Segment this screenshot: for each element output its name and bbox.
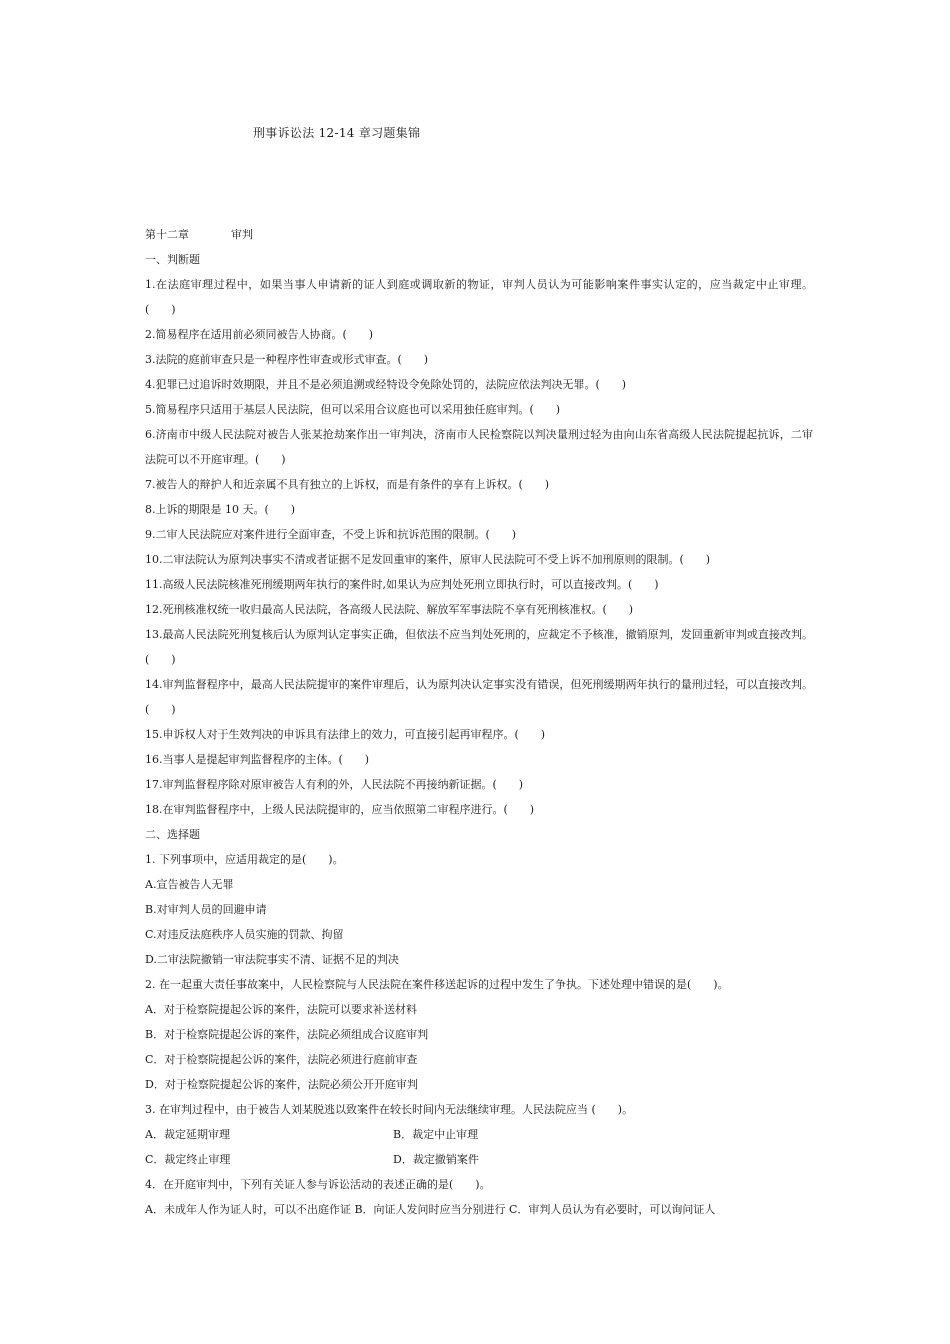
document-title: 刑事诉讼法 12-14 章习题集锦	[253, 126, 421, 140]
question-option: C．裁定终止审理	[145, 1153, 231, 1166]
judgment-item: 6.济南市中级人民法院对被告人张某抢劫案作出一审判决，济南市人民检察院以判决量刑过轻为由向山东省高级人民法院提起抗诉，二审法院可以不开庭审理。( )	[145, 428, 813, 466]
question-option: C．对于检察院提起公诉的案件，法院必须进行庭前审查	[145, 1053, 418, 1066]
judgment-item: 14.审判监督程序中，最高人民法院提审的案件审理后，认为原判决认定事实没有错误，但死刑缓期两年执行的量刑过轻，可以直接改判。( )	[145, 678, 813, 716]
judgment-item: 10.二审法院认为原判决事实不清或者证据不足发回重审的案件，原审人民法院可不受上诉不加刑原则的限制。( )	[145, 553, 711, 566]
judgment-item: 8.上诉的期限是 10 天。( )	[145, 503, 296, 516]
question-option: A.宣告被告人无罪	[145, 878, 234, 891]
question-option: D．对于检察院提起公诉的案件，法院必须公开开庭审判	[145, 1078, 418, 1091]
judgment-item: 16.当事人是提起审判监督程序的主体。( )	[145, 753, 370, 766]
chapter-name: 审判	[231, 228, 253, 241]
judgment-item: 17.审判监督程序除对原审被告人有利的外，人民法院不再接纳新证据。( )	[145, 778, 524, 791]
question-option: D.二审法院撤销一审法院事实不清、证据不足的判决	[145, 953, 399, 966]
section-heading-judgment: 一、判断题	[145, 253, 200, 266]
chapter-label: 第十二章	[145, 228, 189, 241]
judgment-item: 11.高级人民法院核准死刑缓期两年执行的案件时,如果认为应判处死刑立即执行时，可以直接改判。( )	[145, 578, 659, 591]
judgment-item: 1.在法庭审理过程中，如果当事人申请新的证人到庭或调取新的物证，审判人员认为可能影响案件事实认定的，应当裁定中止审理。( )	[145, 278, 813, 316]
document-body	[145, 222, 813, 1222]
judgment-item: 12.死刑核准权统一收归最高人民法院，各高级人民法院、解放军军事法院不享有死刑核准权。( )	[145, 603, 634, 616]
judgment-item: 7.被告人的辩护人和近亲属不具有独立的上诉权，而是有条件的享有上诉权。( )	[145, 478, 550, 491]
question-option: A．对于检察院提起公诉的案件，法院可以要求补送材料	[145, 1003, 417, 1016]
question-option: C.对违反法庭秩序人员实施的罚款、拘留	[145, 928, 344, 941]
judgment-item: 13.最高人民法院死刑复核后认为原判认定事实正确，但依法不应当判处死刑的，应裁定不予核准，撤销原判，发回重新审判或直接改判。( )	[145, 628, 813, 666]
question-option: D．裁定撤销案件	[393, 1153, 479, 1166]
question-option: A．裁定延期审理	[145, 1128, 230, 1141]
judgment-item: 4.犯罪已过追诉时效期限，并且不是必须追溯或经特设令免除处罚的，法院应依法判决无罪。( )	[145, 378, 627, 391]
judgment-item: 15.申诉权人对于生效判决的申诉具有法律上的效力，可直接引起再审程序。( )	[145, 728, 546, 741]
chapter-heading	[145, 222, 813, 247]
judgment-item: 5.简易程序只适用于基层人民法院，但可以采用合议庭也可以采用独任庭审判。( )	[145, 403, 561, 416]
question-option: B．裁定中止审理	[393, 1128, 479, 1141]
question-option: B.对审判人员的回避申请	[145, 903, 267, 916]
question-option: B．对于检察院提起公诉的案件，法院必须组成合议庭审判	[145, 1028, 429, 1041]
question-stem: 2. 在一起重大责任事故案中，人民检察院与人民法院在案件移送起诉的过程中发生了争执。下述处理中错误的是( )。	[145, 978, 729, 991]
section-heading-choice: 二、选择题	[145, 828, 200, 841]
question-options-line: A．未成年人作为证人时，可以不出庭作证 B．向证人发问时应当分别进行 C．审判人员认为有必要时，可以询问证人	[145, 1203, 716, 1216]
question-stem: 4．在开庭审判中，下列有关证人参与诉讼活动的表述正确的是( )。	[145, 1178, 491, 1191]
question-stem: 1. 下列事项中，应适用裁定的是( )。	[145, 853, 344, 866]
question-options-row	[145, 1147, 813, 1172]
judgment-item: 2.简易程序在适用前必须同被告人协商。( )	[145, 328, 374, 341]
judgment-item: 18.在审判监督程序中，上级人民法院提审的，应当依照第二审程序进行。( )	[145, 803, 535, 816]
question-options-row	[145, 1122, 813, 1147]
judgment-item: 9.二审人民法院应对案件进行全面审查，不受上诉和抗诉范围的限制。( )	[145, 528, 517, 541]
judgment-item: 3.法院的庭前审查只是一种程序性审查或形式审查。( )	[145, 353, 429, 366]
question-stem: 3. 在审判过程中，由于被告人刘某脱逃以致案件在较长时间内无法继续审理。人民法院应当 ( )。	[145, 1103, 634, 1116]
